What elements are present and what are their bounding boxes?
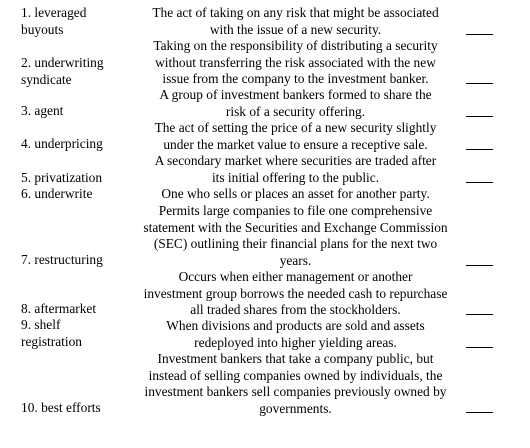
definitions-column: [128, 5, 463, 445]
definition-10: Investment bankers that take a company public, but instead of selling companies owned by individuals, the investment bankers sell companies previously owned by governments.: [144, 351, 447, 416]
answer-blank-5[interactable]: [466, 182, 493, 183]
definition-2: Taking on the responsibility of distributing a security without transferring the risk associated with the new issue from the company to the investment banker.: [153, 38, 438, 86]
term-shelf-registration: 9. shelf registration: [21, 317, 82, 349]
definition-7: Permits large companies to file one comprehensive statement with the Securities and Exchange Commission (SEC) outlining their financial plans for the next two years.: [143, 203, 448, 268]
answer-blank-4[interactable]: [466, 149, 493, 150]
term-best-efforts: 10. best efforts: [21, 400, 101, 415]
term-restructuring: 7. restructuring: [21, 252, 103, 267]
answer-blank-2[interactable]: [466, 83, 493, 84]
answer-blank-3[interactable]: [466, 116, 493, 117]
definition-1: The act of taking on any risk that might be associated with the issue of a new security.: [152, 5, 439, 37]
answer-blank-9[interactable]: [466, 412, 493, 413]
definition-6: One who sells or places an asset for another party.: [161, 186, 430, 201]
term-underpricing: 4. underpricing: [21, 136, 103, 151]
answer-blank-1[interactable]: [466, 34, 493, 35]
answer-blank-7[interactable]: [466, 314, 493, 315]
definition-8: Occurs when either management or another investment group borrows the needed cash to repurchase all traded shares from the stockholders.: [143, 269, 448, 317]
term-leveraged-buyouts: 1. leveraged buyouts: [21, 5, 87, 37]
term-underwriting-syndicate: 2. underwriting syndicate: [21, 55, 104, 87]
answer-blank-6[interactable]: [466, 265, 493, 266]
definition-4: The act of setting the price of a new security slightly under the market value to ensure a receptive sale.: [154, 120, 437, 152]
definition-3: A group of investment bankers formed to share the risk of a security offering.: [159, 87, 432, 119]
term-agent: 3. agent: [21, 103, 64, 118]
definition-9: When divisions and products are sold and assets redeployed into higher yielding areas.: [166, 318, 425, 350]
term-aftermarket: 8. aftermarket: [21, 301, 97, 316]
answer-blank-8[interactable]: [466, 347, 493, 348]
term-privatization: 5. privatization: [21, 170, 103, 185]
term-underwrite: 6. underwrite: [21, 186, 93, 201]
definition-5: A secondary market where securities are traded after its initial offering to the public.: [154, 153, 437, 185]
